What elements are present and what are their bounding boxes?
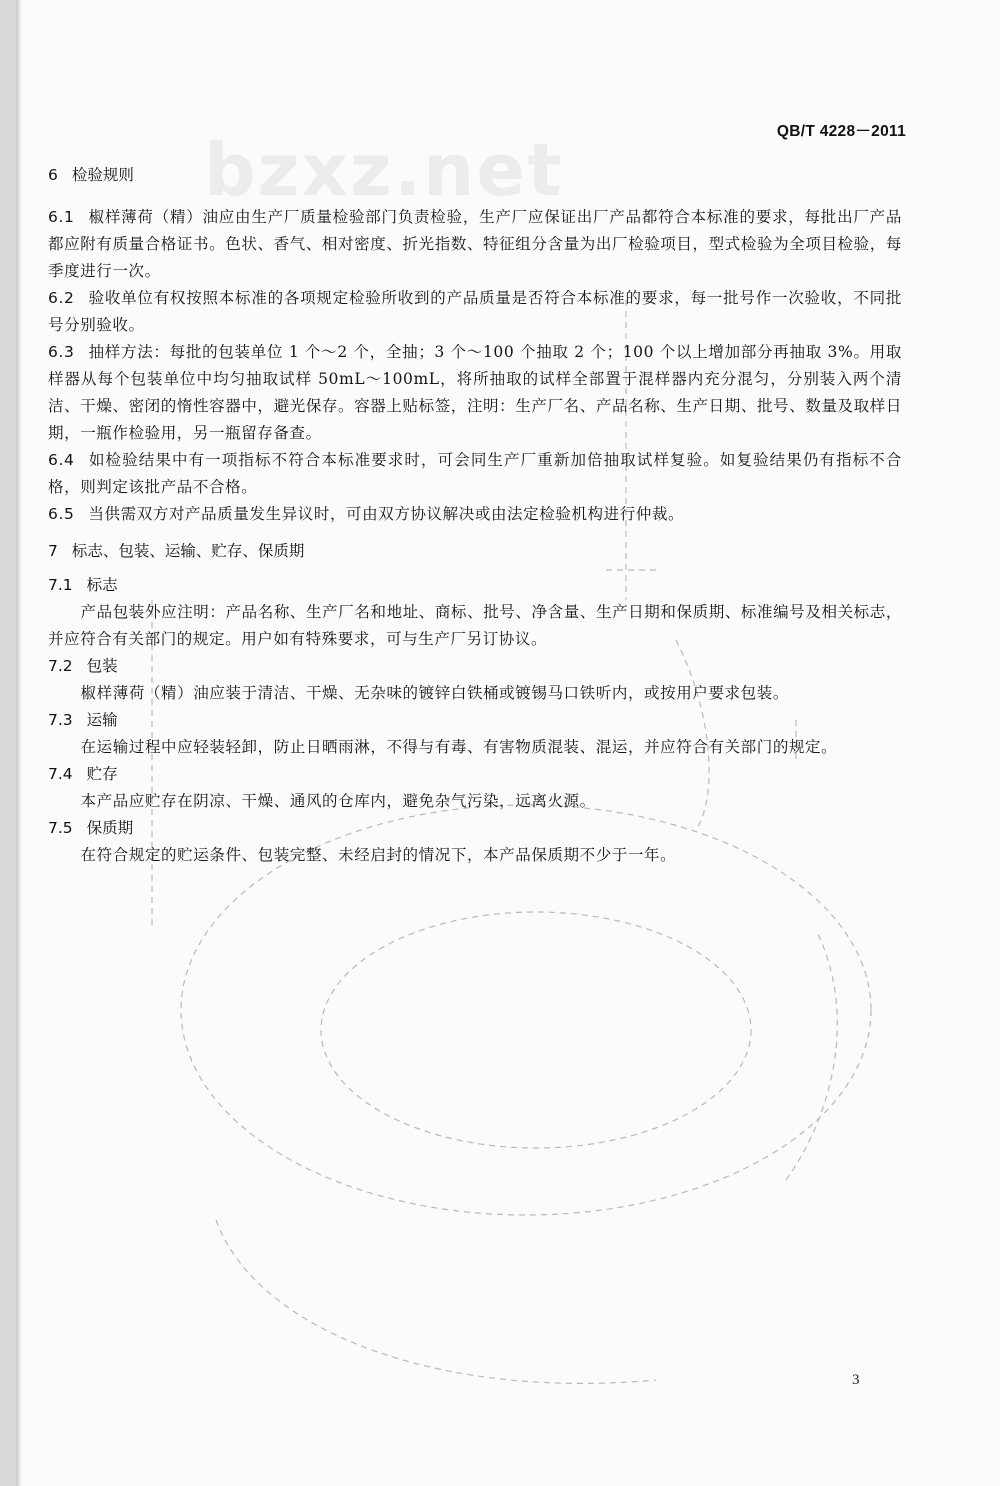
subsection-7-2-heading (48, 653, 902, 680)
subsection-7-1-text: 产品包装外应注明：产品名称、生产厂名和地址、商标、批号、净含量、生产日期和保质期、标准编号及相关标志，并应符合有关部门的规定。用户如有特殊要求，可与生产厂另订协议。 (48, 603, 902, 648)
subsection-7-5-heading (48, 815, 902, 842)
subsection-7-3-heading (48, 707, 902, 734)
subsection-number: 7.1 (48, 576, 73, 594)
subsection-number: 7.5 (48, 819, 73, 837)
ghost-arc-lower (216, 1220, 656, 1383)
clause-number: 6.3 (48, 343, 75, 361)
ghost-arc-right (786, 930, 837, 1180)
clause-text: 椒样薄荷（精）油应由生产厂质量检验部门负责检验，生产厂应保证出厂产品都符合本标准的要求，每批出厂产品都应附有质量合格证书。色状、香气、相对密度、折光指数、特征组分含量为出厂检验项目，型式检验为全项目检验，每季度进行一次。 (48, 208, 902, 280)
clause-6-3 (48, 339, 902, 447)
clause-number: 6.4 (48, 451, 75, 469)
subsection-7-3-text: 在运输过程中应轻装轻卸，防止日晒雨淋，不得与有毒、有害物质混装、混运，并应符合有关部门的规定。 (80, 738, 838, 756)
subsection-title: 包装 (86, 657, 118, 675)
subsection-number: 7.2 (48, 657, 73, 675)
clause-number: 6.1 (48, 208, 75, 226)
clause-text: 抽样方法：每批的包装单位 1 个～2 个，全抽；3 个～100 个抽取 2 个；100 个以上增加部分再抽取 3%。用取样器从每个包装单位中均匀抽取试样 50mL～100mL，将所抽取的试样全部置于混样器内充分混匀，分别装入两个清洁、干燥、密闭的惰性容器中，避光保存。容器上贴标签，注明：生产厂名、产品名称、生产日期、批号、数量及取样日期，一瓶作检验用，另一瓶留存备查。 (48, 343, 902, 442)
section-number: 6 (48, 166, 58, 184)
page-edge-shadow (16, 0, 22, 1486)
clause-text: 当供需双方对产品质量发生异议时，可由双方协议解决或由法定检验机构进行仲裁。 (88, 505, 685, 523)
document-body (48, 160, 902, 869)
subsection-number: 7.4 (48, 765, 73, 783)
subsection-title: 贮存 (86, 765, 118, 783)
section-title: 标志、包装、运输、贮存、保质期 (71, 542, 305, 560)
clause-text: 如检验结果中有一项指标不符合本标准要求时，可会同生产厂重新加倍抽取试样复验。如复验结果仍有指标不合格，则判定该批产品不合格。 (48, 451, 902, 496)
subsection-title: 标志 (86, 576, 118, 594)
watermark: bzxz.net (204, 128, 564, 212)
subsection-title: 保质期 (86, 819, 134, 837)
subsection-number: 7.3 (48, 711, 73, 729)
clause-6-1 (48, 204, 902, 285)
subsection-7-4-heading (48, 761, 902, 788)
subsection-7-2-text: 椒样薄荷（精）油应装于清洁、干燥、无杂味的镀锌白铁桶或镀锡马口铁听内，或按用户要求包装。 (80, 684, 789, 702)
section-number: 7 (48, 542, 58, 560)
standard-code: QB/T 4228－2011 (776, 123, 906, 140)
ghost-ring-inner (321, 912, 751, 1148)
subsection-title: 运输 (86, 711, 118, 729)
clause-text: 验收单位有权按照本标准的各项规定检验所收到的产品质量是否符合本标准的要求，每一批号作一次验收，不同批号分别验收。 (48, 289, 902, 334)
document-page (16, 0, 1000, 1486)
section-title: 检验规则 (71, 166, 134, 184)
subsection-7-1-heading (48, 572, 902, 599)
clause-number: 6.5 (48, 505, 75, 523)
clause-6-5 (48, 501, 902, 528)
section-7-heading (48, 536, 902, 566)
page-number: 3 (852, 1372, 860, 1388)
clause-6-2 (48, 285, 902, 339)
subsection-7-5-text: 在符合规定的贮运条件、包装完整、未经启封的情况下，本产品保质期不少于一年。 (80, 846, 677, 864)
clause-number: 6.2 (48, 289, 75, 307)
section-6-heading (48, 160, 902, 190)
clause-6-4 (48, 447, 902, 501)
subsection-7-4-text: 本产品应贮存在阴凉、干燥、通风的仓库内，避免杂气污染，远离火源。 (80, 792, 596, 810)
